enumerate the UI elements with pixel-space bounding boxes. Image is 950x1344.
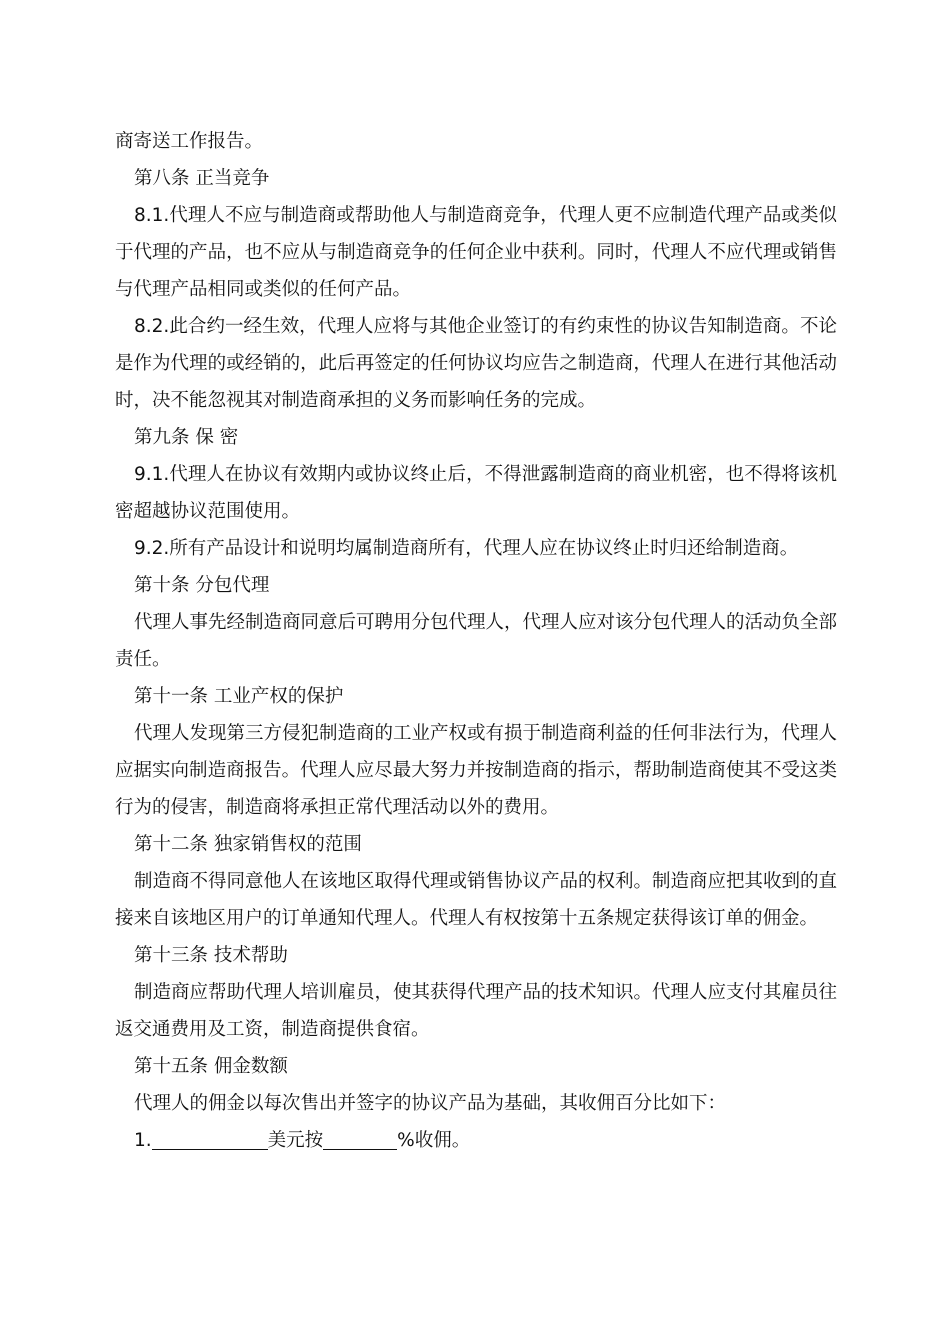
section-heading-8: 第八条 正当竞争 (134, 168, 270, 189)
percent-blank-field[interactable] (323, 1127, 397, 1150)
commission-item-number: 1. (134, 1130, 152, 1151)
clause-8-2: 8.2.此合约一经生效，代理人应将与其他企业签订的有约束性的协议告知制造商。不论是作为代理的或经销的，此后再签定的任何协议均应告之制造商，代理人在进行其他活动时，决不能忽视其对制造商承担的义务而影响任务的完成。 (115, 316, 837, 411)
clause-9-2: 9.2.所有产品设计和说明均属制造商所有，代理人应在协议终止时归还给制造商。 (134, 538, 799, 559)
clause-8-1: 8.1.代理人不应与制造商或帮助他人与制造商竞争，代理人更不应制造代理产品或类似于代理的产品，也不应从与制造商竞争的任何企业中获利。同时，代理人不应代理或销售与代理产品相同或类似的任何产品。 (115, 205, 837, 300)
section-heading-9: 第九条 保 密 (134, 427, 239, 448)
paragraph-continuation: 商寄送工作报告。 (115, 131, 264, 152)
clause-9-1: 9.1.代理人在协议有效期内或协议终止后，不得泄露制造商的商业机密，也不得将该机密超越协议范围使用。 (115, 464, 837, 522)
section-heading-11: 第十一条 工业产权的保护 (134, 686, 344, 707)
commission-suffix-text: %收佣。 (397, 1130, 471, 1151)
clause-15-body: 代理人的佣金以每次售出并签字的协议产品为基础，其收佣百分比如下： (134, 1093, 727, 1114)
commission-line (115, 1122, 837, 1159)
commission-middle-text: 美元按 (267, 1130, 324, 1151)
clause-10-body: 代理人事先经制造商同意后可聘用分包代理人，代理人应对该分包代理人的活动负全部责任。 (115, 612, 838, 670)
section-heading-13: 第十三条 技术帮助 (134, 945, 288, 966)
document-page (115, 123, 837, 1159)
clause-13-body: 制造商应帮助代理人培训雇员，使其获得代理产品的技术知识。代理人应支付其雇员往返交通费用及工资，制造商提供食宿。 (115, 982, 838, 1040)
clause-11-body: 代理人发现第三方侵犯制造商的工业产权或有损于制造商利益的任何非法行为，代理人应据实向制造商报告。代理人应尽最大努力并按制造商的指示，帮助制造商使其不受这类行为的侵害，制造商将承担正常代理活动以外的费用。 (115, 723, 838, 818)
amount-blank-field[interactable] (152, 1127, 268, 1150)
section-heading-15: 第十五条 佣金数额 (134, 1056, 288, 1077)
section-heading-10: 第十条 分包代理 (134, 575, 270, 596)
section-heading-12: 第十二条 独家销售权的范围 (134, 834, 362, 855)
clause-12-body: 制造商不得同意他人在该地区取得代理或销售协议产品的权利。制造商应把其收到的直接来自该地区用户的订单通知代理人。代理人有权按第十五条规定获得该订单的佣金。 (115, 871, 838, 929)
